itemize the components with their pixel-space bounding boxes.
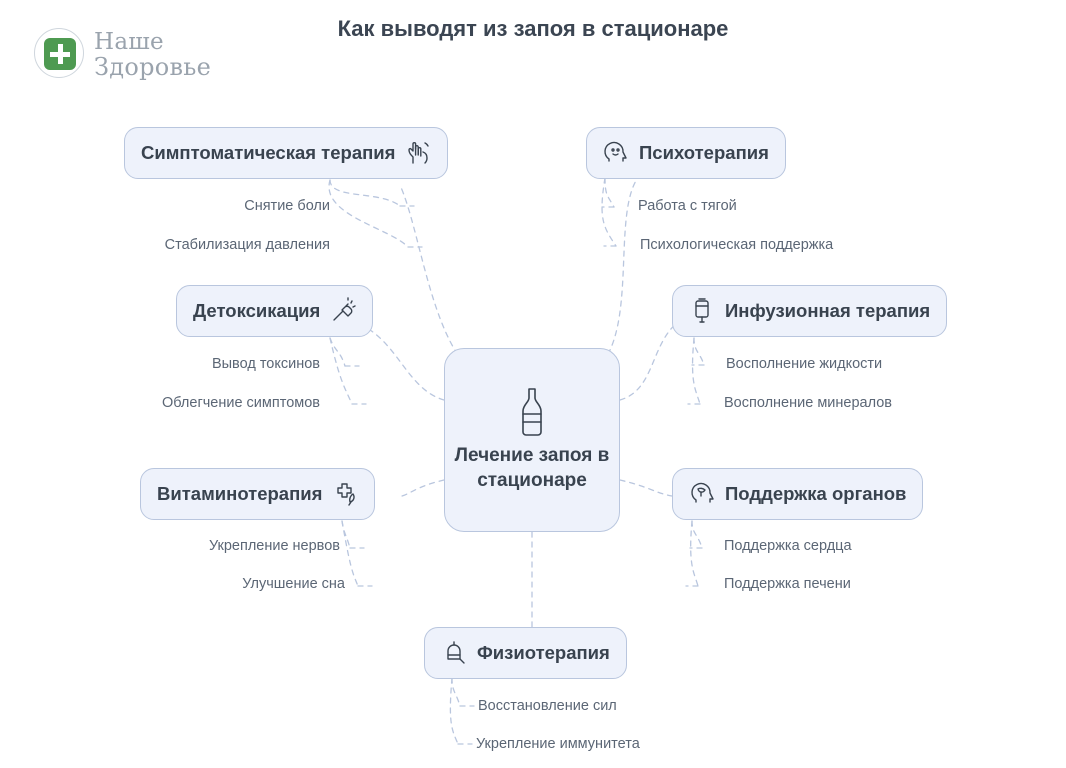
sub-vitamin-2: Улучшение сна [242, 576, 345, 592]
node-detox[interactable] [176, 285, 373, 337]
sub-symptomatic-1: Снятие боли [244, 198, 330, 214]
sub-psychotherapy-2: Психологическая поддержка [640, 237, 834, 253]
sub-infusion-2: Восполнение минералов [724, 395, 892, 411]
node-psychotherapy-label: Психотерапия [639, 142, 769, 163]
sub-organ-2: Поддержка печени [724, 576, 851, 592]
node-symptomatic-label: Симптоматическая терапия [141, 142, 396, 163]
sub-symptomatic-2: Стабилизация давления [164, 237, 330, 253]
node-organ-support[interactable] [672, 468, 923, 520]
bottle-icon [515, 386, 549, 438]
sub-physio-1: Восстановление сил [478, 698, 617, 714]
sub-vitamin-1: Укрепление нервов [208, 538, 340, 554]
node-infusion-label: Инфузионная терапия [725, 300, 931, 321]
brand-name-line2: Здоровье [94, 52, 212, 81]
node-symptomatic[interactable] [124, 127, 448, 179]
node-physio[interactable] [424, 627, 627, 679]
iv-drip-icon [689, 297, 715, 325]
sub-organ-1: Поддержка сердца [724, 538, 852, 554]
head-lungs-icon [689, 480, 715, 508]
sub-psychotherapy-1: Работа с тягой [638, 198, 737, 214]
brand-name-line1: Наше [94, 29, 164, 55]
center-node-label: Лечение запоя в стационаре [454, 445, 610, 491]
brand-logo [34, 22, 264, 84]
node-vitamin[interactable] [140, 468, 375, 520]
node-psychotherapy[interactable] [586, 127, 786, 179]
medical-cross-icon [34, 28, 84, 78]
pill-leaf-icon [332, 480, 358, 508]
brand-name [94, 30, 211, 81]
physio-device-icon [441, 639, 467, 667]
head-smile-icon [603, 139, 629, 167]
page-title: Как выводят из запоя в стационаре [337, 16, 729, 41]
node-infusion[interactable] [672, 285, 947, 337]
node-organ-support-label: Поддержка органов [725, 483, 907, 504]
broom-sparkle-icon [330, 297, 356, 325]
hand-pulse-icon [405, 139, 431, 167]
center-node[interactable] [444, 348, 620, 532]
node-physio-label: Физиотерапия [477, 642, 610, 663]
node-detox-label: Детоксикация [193, 300, 321, 321]
sub-physio-2: Укрепление иммунитета [476, 736, 640, 752]
node-vitamin-label: Витаминотерапия [157, 483, 323, 504]
sub-detox-1: Вывод токсинов [211, 356, 320, 372]
sub-detox-2: Облегчение симптомов [161, 395, 320, 411]
sub-infusion-1: Восполнение жидкости [726, 356, 883, 372]
